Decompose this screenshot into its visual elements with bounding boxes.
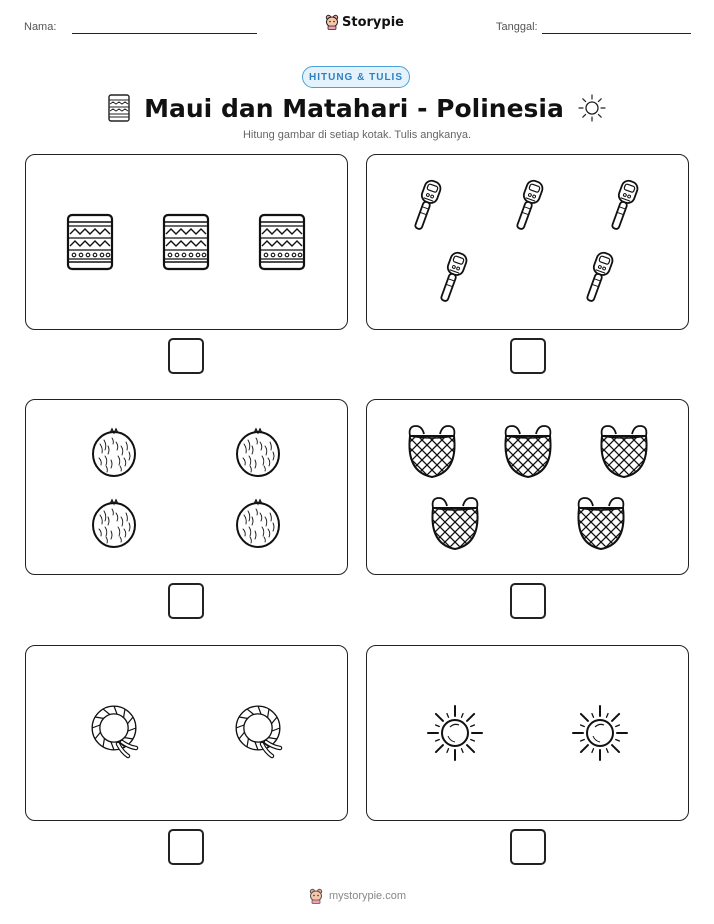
worksheet-type-badge: HITUNG & TULIS (302, 66, 410, 88)
name-field[interactable] (72, 33, 257, 34)
storypie-mascot-icon (308, 888, 324, 904)
coconut-icon (234, 497, 282, 549)
footer (0, 888, 714, 904)
counting-card-5 (25, 645, 348, 821)
counting-card-6 (366, 645, 689, 821)
brand-name: Storypie (342, 14, 404, 30)
sun-icon (426, 704, 484, 762)
tapa-cloth-icon (67, 214, 113, 270)
page-title-row (0, 92, 714, 124)
counting-card-3 (25, 399, 348, 575)
date-label: Tanggal: (496, 21, 538, 33)
coconut-icon (90, 497, 138, 549)
answer-box-5[interactable] (168, 829, 204, 865)
date-field[interactable] (542, 33, 691, 34)
footer-url[interactable]: mystorypie.com (328, 890, 407, 902)
brand-logo (325, 14, 404, 30)
page-title: Maui dan Matahari - Polinesia (144, 93, 564, 123)
coconut-icon (234, 426, 282, 478)
coconut-icon (90, 426, 138, 478)
carved-paddle-icon (406, 178, 446, 234)
net-bag-icon (597, 422, 651, 478)
carved-paddle-icon (578, 250, 618, 306)
rope-coil-icon (84, 702, 144, 762)
rope-coil-icon (228, 702, 288, 762)
answer-box-2[interactable] (510, 338, 546, 374)
tapa-cloth-icon (108, 94, 130, 122)
instructions: Hitung gambar di setiap kotak. Tulis angkanya. (242, 129, 472, 141)
net-bag-icon (428, 494, 482, 550)
storypie-mascot-icon (325, 14, 339, 30)
sun-icon (578, 94, 606, 122)
net-bag-icon (574, 494, 628, 550)
carved-paddle-icon (432, 250, 472, 306)
tapa-cloth-icon (163, 214, 209, 270)
tapa-cloth-icon (259, 214, 305, 270)
carved-paddle-icon (603, 178, 643, 234)
answer-box-1[interactable] (168, 338, 204, 374)
carved-paddle-icon (508, 178, 548, 234)
answer-box-6[interactable] (510, 829, 546, 865)
net-bag-icon (405, 422, 459, 478)
sun-icon (571, 704, 629, 762)
net-bag-icon (501, 422, 555, 478)
name-label: Nama: (24, 21, 57, 33)
answer-box-4[interactable] (510, 583, 546, 619)
answer-box-3[interactable] (168, 583, 204, 619)
